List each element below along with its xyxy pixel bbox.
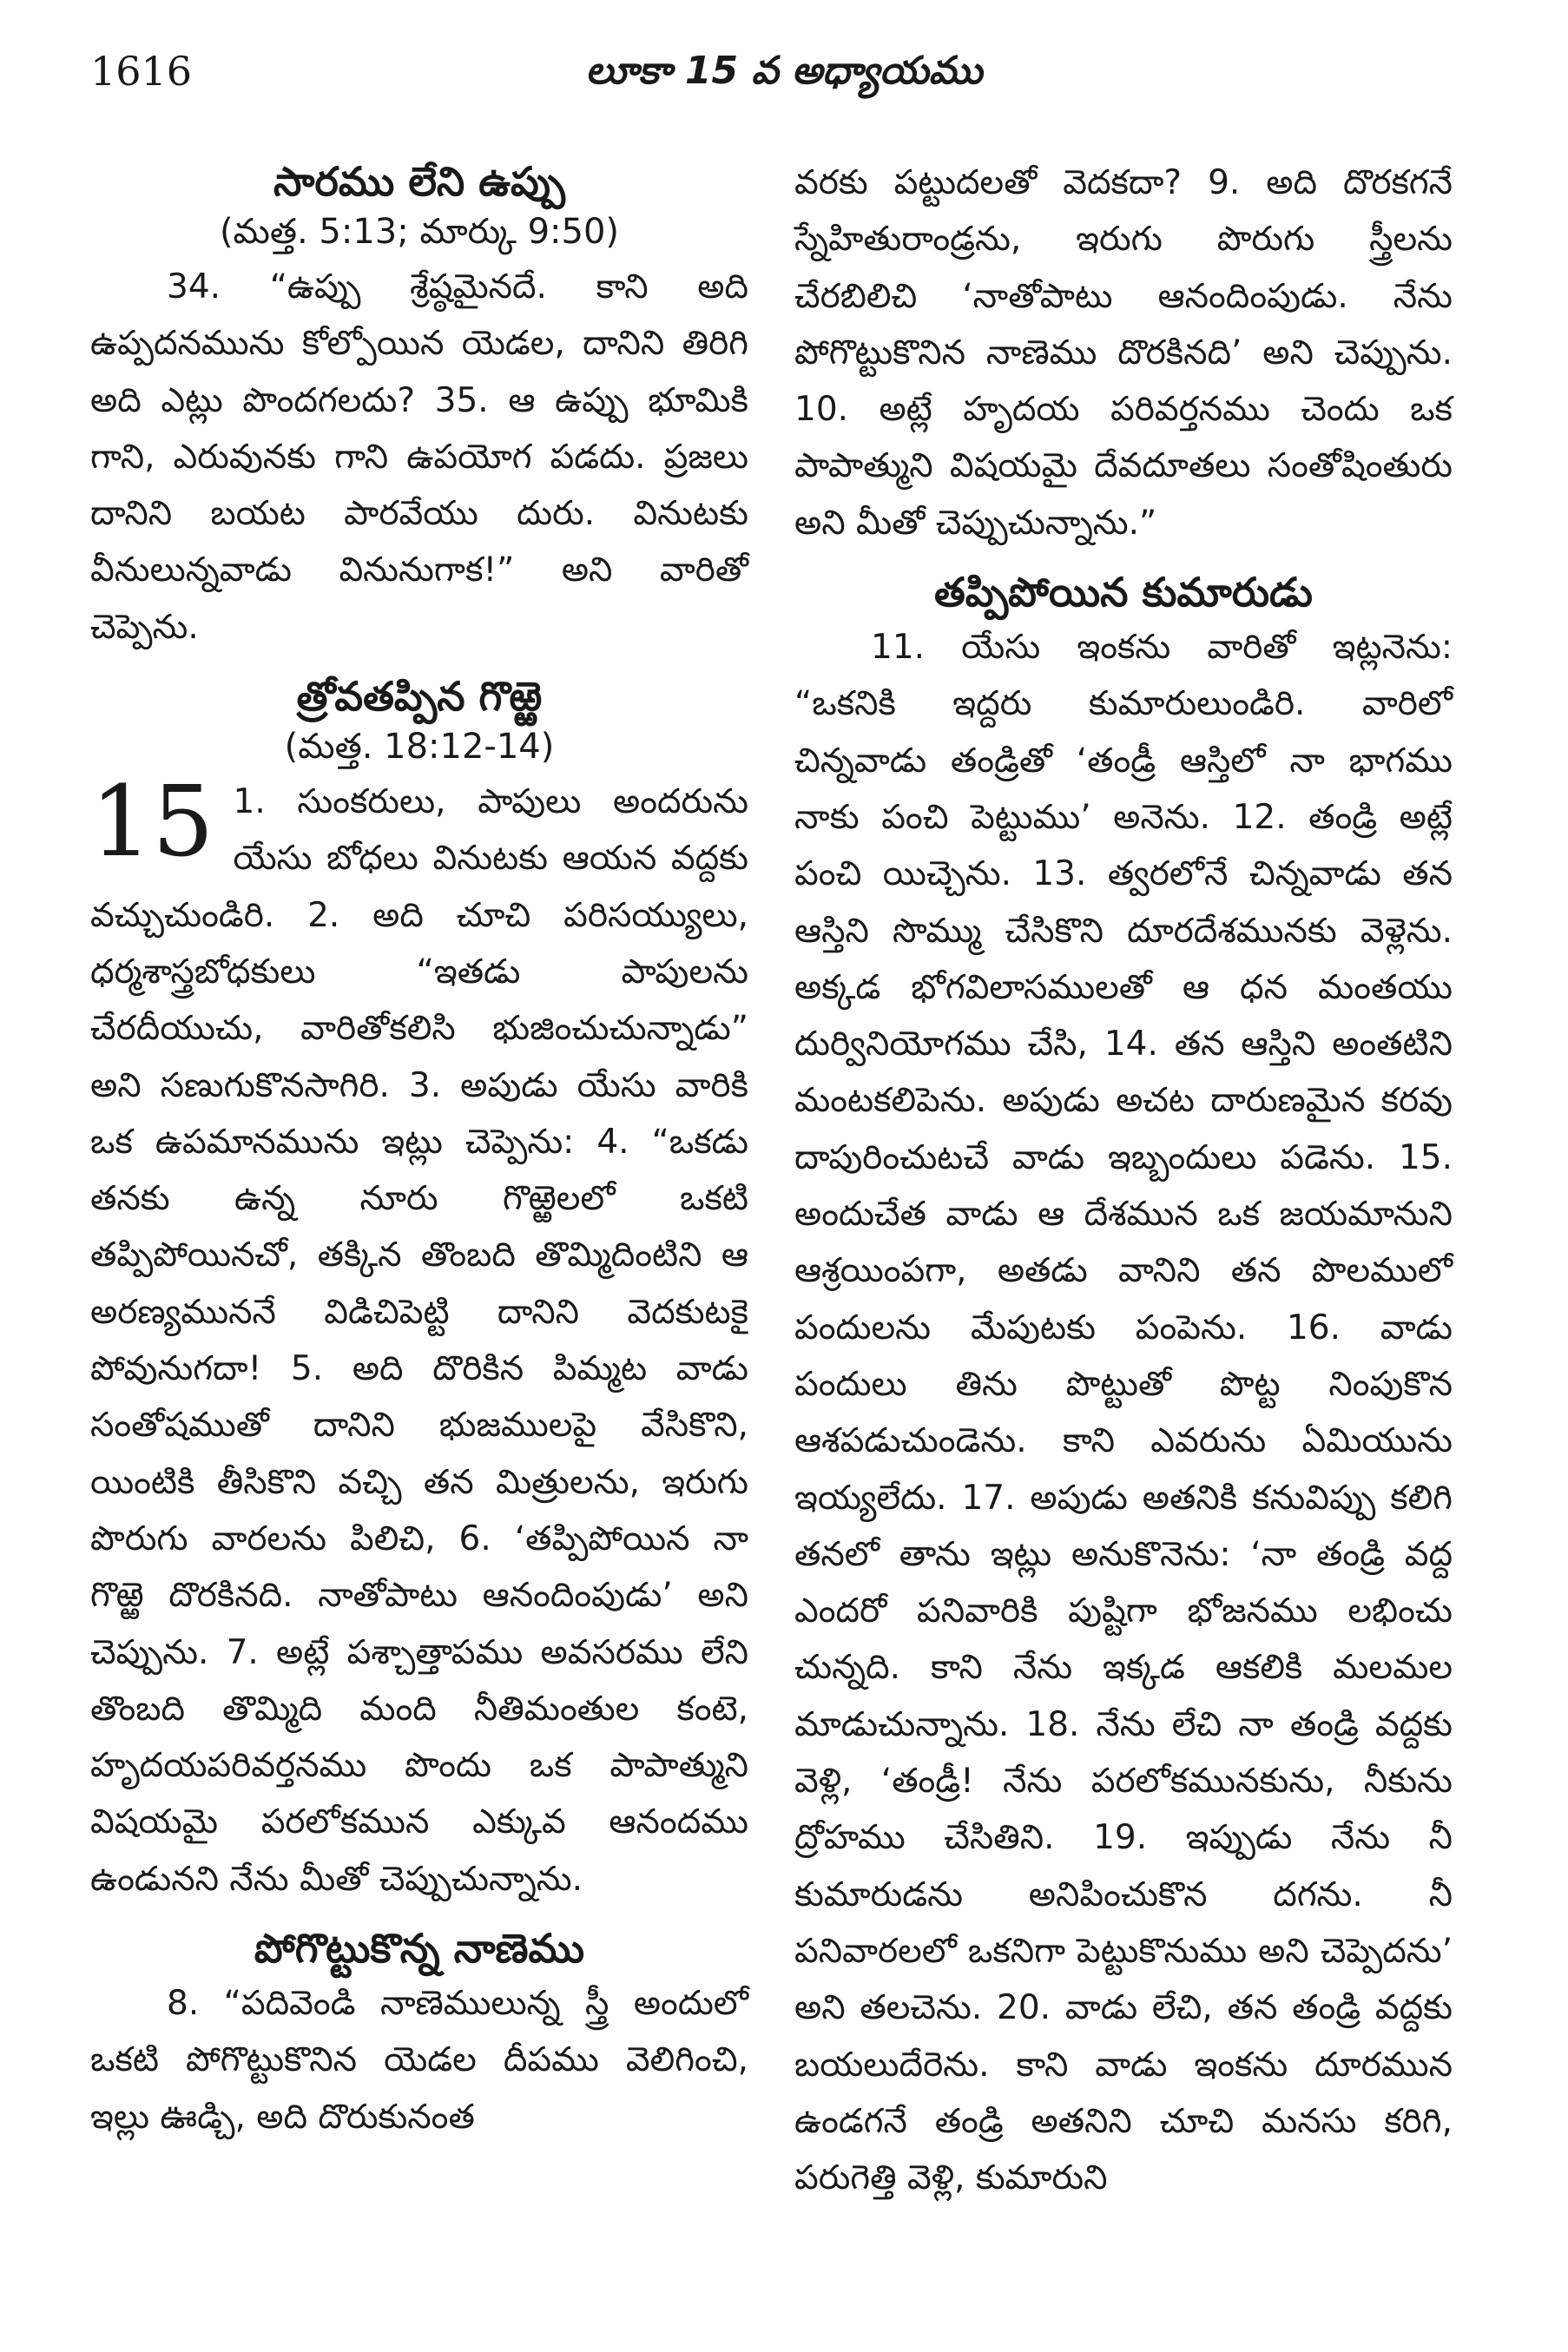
- paragraph: 8. “పదివెండి నాణెములున్న స్త్రీ అందులో ఒకటి పోగొట్టుకొనిన యెడల దీపము వెలిగించి, ఇల్లు ఊడ్చి, అది దొరుకునంత: [90, 1984, 748, 2137]
- cross-reference: (మత్త. 18:12-14): [284, 727, 555, 768]
- cross-reference: (మత్త. 5:13; మార్కు 9:50): [219, 212, 620, 252]
- page-number: 1616: [90, 48, 193, 95]
- paragraph: 1. సుంకరులు, పాపులు అందరును యేసు బోధలు వినుటకు ఆయన వద్దకు వచ్చుచుండిరి. 2. అది చూచి పరిసయ్యులు, ధర్మశాస్త్రబోధకులు “ఇతడు పాపులను చేరదీయుచు, వారితోకలిసి భుజించుచున్నాడు” అని సణుగుకొనసాగిరి. 3. అపుడు యేసు వారికి ఒక ఉపమానమును ఇట్లు చెప్పెను: 4. “ఒకడు తనకు ఉన్న నూరు గొఱ్ఱెలలో ఒకటి తప్పిపోయినచో, తక్కిన తొంబది తొమ్మిదింటిని ఆ అరణ్యముననే విడిచిపెట్టి దానిని వెదకుటకై పోవునుగదా! 5. అది దొరికిన పిమ్మట వాడు సంతోషముతో దానిని భుజములపై వేసికొని, యింటికి తీసికొని వచ్చి తన మిత్రులను, ఇరుగు పొరుగు వారలను పిలిచి, 6. ‘తప్పిపోయిన నా గొఱ్ఱె దొరకినది. నాతోపాటు ఆనందింపుడు’ అని చెప్పును. 7. అట్లే పశ్చాత్తాపము అవసరము లేని తొంబది తొమ్మిది మంది నీతిమంతుల కంటె, హృదయపరివర్తనము పొందు ఒక పాపాత్ముని విషయమై పరలోకమున ఎక్కువ ఆనందము ఉండునని నేను మీతో చెప్పుచున్నాను.: [90, 782, 748, 1899]
- section-heading: త్రోవతప్పిన గొఱ్ఱె: [296, 673, 543, 721]
- section-heading: పోగొట్టుకొన్న నాణెము: [254, 1925, 585, 1973]
- right-column: [794, 155, 1453, 2206]
- section-heading: తప్పిపోయిన కుమారుడు: [934, 569, 1313, 616]
- chapter-number: 15: [90, 766, 214, 880]
- paragraph: 11. యేసు ఇంకను వారితో ఇట్లనెను: “ఒకనికి ఇద్దరు కుమారులుండిరి. వారిలో చిన్నవాడు తండ్రితో ‘తండ్రీ ఆస్తిలో నా భాగము నాకు పంచి పెట్టుము’ అనెను. 12. తండ్రి అట్లే పంచి యిచ్చెను. 13. త్వరలోనే చిన్నవాడు తన ఆస్తిని సొమ్ము చేసికొని దూరదేశమునకు వెళ్లెను. అక్కడ భోగవిలాసములతో ఆ ధన మంతయు దుర్వినియోగము చేసి, 14. తన ఆస్తిని అంతటిని మంటకలిపెను. అపుడు అచట దారుణమైన కరవు దాపురించుటచే వాడు ఇబ్బందులు పడెను. 15. అందుచేత వాడు ఆ దేశమున ఒక జయమానుని ఆశ్రయింపగా, అతడు వానిని తన పొలములో పందులను మేపుటకు పంపెను. 16. వాడు పందులు తిను పొట్టుతో పొట్ట నింపుకొన ఆశపడుచుండెను. కాని ఎవరును ఏమియును ఇయ్యలేదు. 17. అపుడు అతనికి కనువిప్పు కలిగి తనలో తాను ఇట్లు అనుకొనెను: ‘నా తండ్రి వద్ద ఎందరో పనివారికి పుష్టిగా భోజనము లభించు చున్నది. కాని నేను ఇక్కడ ఆకలికి మలమల మాడుచున్నాను. 18. నేను లేచి నా తండ్రి వద్దకు వెళ్లి, ‘తండ్రీ! నేను పరలోకమునకును, నీకును ద్రోహము చేసితిని. 19. ఇప్పుడు నేను నీ కుమారుడను అనిపించుకొన దగను. నీ పనివారలలో ఒకనిగా పెట్టుకొనుము అని చెప్పెదను’ అని తలచెను. 20. వాడు లేచి, తన తండ్రి వద్దకు బయలుదేరెను. కాని వాడు ఇంకను దూరమున ఉండగనే తండ్రి అతనిని చూచి మనసు కరిగి, పరుగెత్తి వెళ్లి, కుమారుని: [794, 628, 1453, 2198]
- paragraph: వరకు పట్టుదలతో వెదకదా? 9. అది దొరకగనే స్నేహితురాండ్రను, ఇరుగు పొరుగు స్త్రీలను చేరబిలిచి ‘నాతోపాటు ఆనందింపుడు. నేను పోగొట్టుకొనిన నాణెము దొరకినది’ అని చెప్పును. 10. అట్లే హృదయ పరివర్తనము చెందు ఒక పాపాత్ముని విషయమై దేవదూతలు సంతోషింతురు అని మీతో చెప్పుచున్నాను.”: [794, 163, 1453, 543]
- running-header: లూకా 15 వ అధ్యాయము: [585, 49, 983, 93]
- section-heading: సారము లేని ఉప్పు: [273, 158, 565, 205]
- left-column: [90, 155, 748, 2145]
- chapter-start: [90, 766, 748, 1907]
- paragraph: 34. “ఉప్పు శ్రేష్ఠమైనదే. కాని అది ఉప్పదనమును కోల్పోయిన యెడల, దానిని తిరిగి అది ఎట్లు పొందగలదు? 35. ఆ ఉప్పు భూమికి గాని, ఎరువునకు గాని ఉపయోగ పడదు. ప్రజలు దానిని బయట పారవేయు దురు. వినుటకు వీనులున్నవాడు వినునుగాక!” అని వారితో చెప్పెను.: [90, 267, 748, 647]
